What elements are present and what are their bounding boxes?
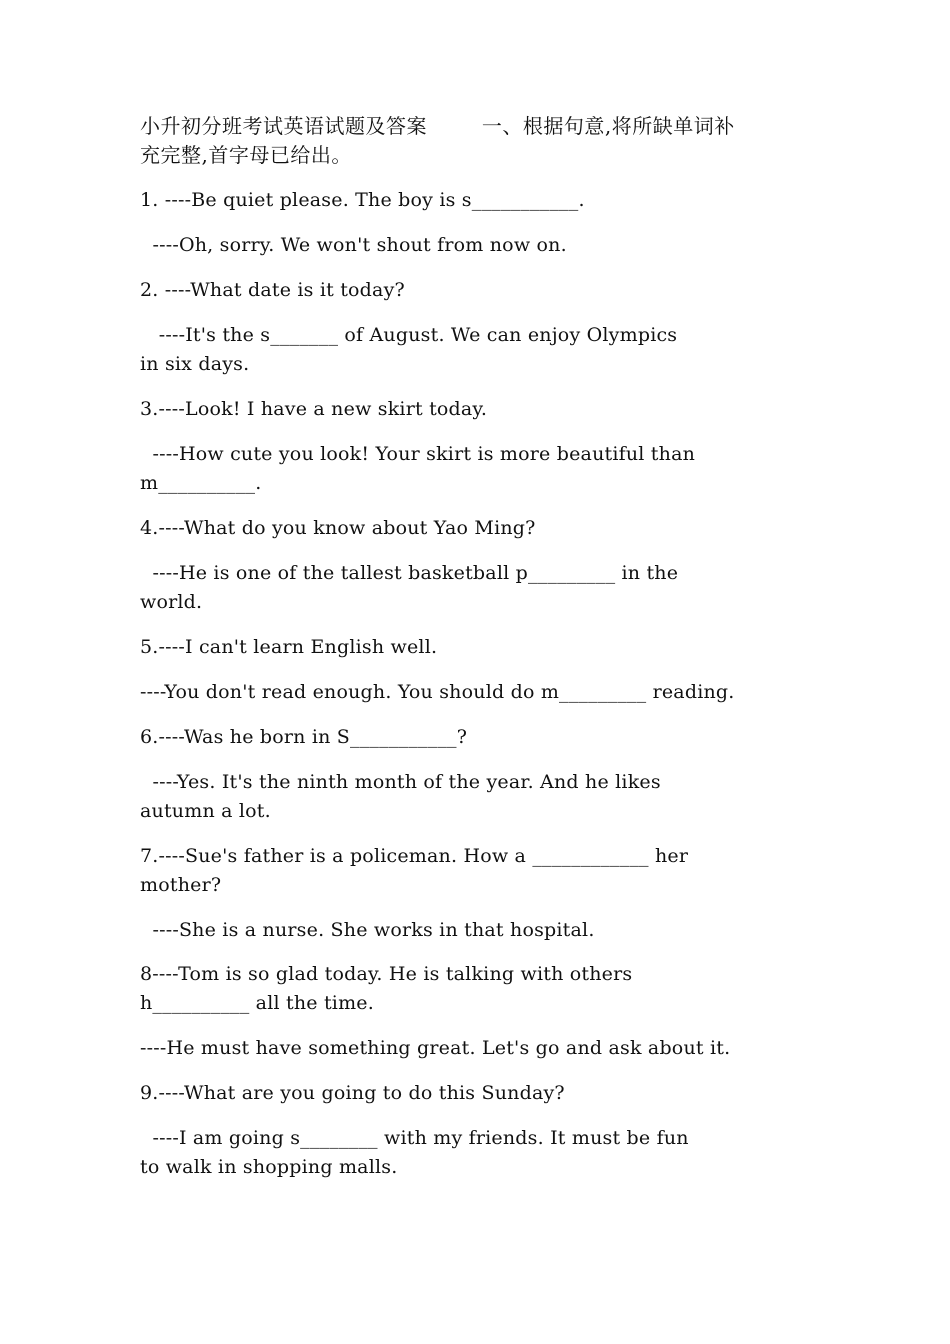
q3-question: 3.----Look! I have a new skirt today. bbox=[140, 398, 488, 420]
q4-answer-cont: world. bbox=[140, 591, 203, 613]
q2-answer-cont: in six days. bbox=[140, 353, 250, 375]
q7-answer: ----She is a nurse. She works in that hospital. bbox=[140, 919, 595, 941]
q2-question: 2. ----What date is it today? bbox=[140, 279, 405, 301]
q6-question: 6.----Was he born in S___________? bbox=[140, 726, 468, 748]
q8-question: 8----Tom is so glad today. He is talking with others bbox=[140, 963, 633, 985]
q7-question-cont: mother? bbox=[140, 874, 222, 896]
q1-answer: ----Oh, sorry. We won't shout from now on. bbox=[140, 234, 567, 256]
q2-answer: ----It's the s_______ of August. We can enjoy Olympics bbox=[140, 324, 678, 346]
q5-answer: ----You don't read enough. You should do m_________ reading. bbox=[140, 681, 735, 703]
q1-question: 1. ----Be quiet please. The boy is s___________. bbox=[140, 189, 585, 211]
q4-answer: ----He is one of the tallest basketball p_________ in the bbox=[140, 562, 679, 584]
doc-title-line-2: 充完整,首字母已给出。 bbox=[140, 143, 352, 167]
q6-answer: ----Yes. It's the ninth month of the year. And he likes bbox=[140, 771, 661, 793]
q8-answer: ----He must have something great. Let's go and ask about it. bbox=[140, 1037, 731, 1059]
q8-question-cont: h__________ all the time. bbox=[140, 992, 374, 1014]
q3-answer-cont: m__________. bbox=[140, 472, 262, 494]
doc-title-line-1: 小升初分班考试英语试题及答案 一、根据句意,将所缺单词补 bbox=[140, 114, 735, 138]
q5-question: 5.----I can't learn English well. bbox=[140, 636, 438, 658]
q9-question: 9.----What are you going to do this Sunday? bbox=[140, 1082, 565, 1104]
q9-answer: ----I am going s________ with my friends. It must be fun bbox=[140, 1127, 689, 1149]
q7-question: 7.----Sue's father is a policeman. How a ____________ her bbox=[140, 845, 689, 867]
q6-answer-cont: autumn a lot. bbox=[140, 800, 271, 822]
q9-answer-cont: to walk in shopping malls. bbox=[140, 1156, 398, 1178]
q4-question: 4.----What do you know about Yao Ming? bbox=[140, 517, 536, 539]
q3-answer: ----How cute you look! Your skirt is more beautiful than bbox=[140, 443, 696, 465]
